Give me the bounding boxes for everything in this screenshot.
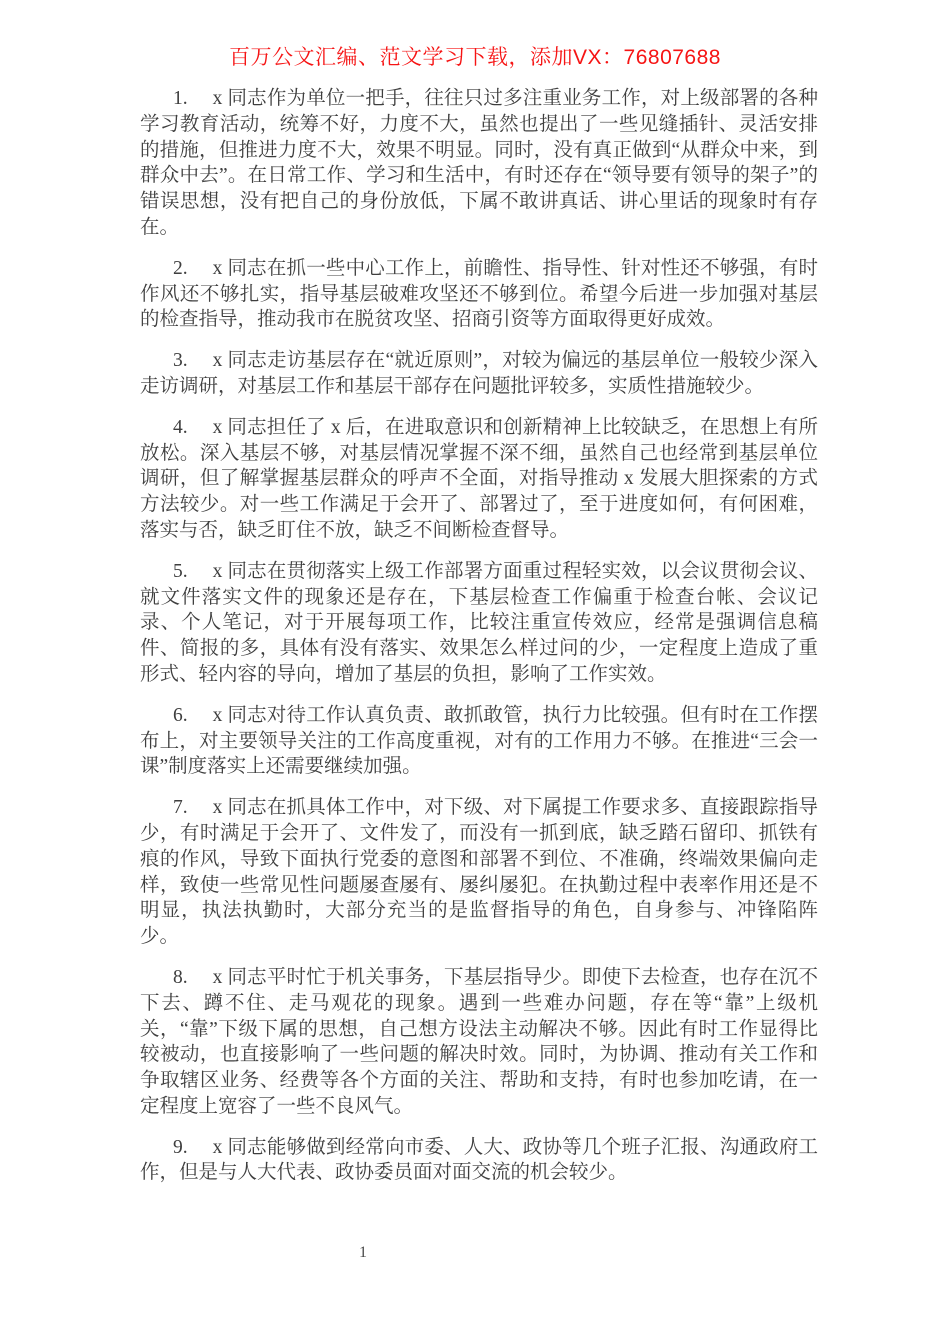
paragraph	[140, 559, 818, 688]
paragraph-number: 9.	[173, 1136, 188, 1158]
paragraph-text: x 同志作为单位一把手，往往只过多注重业务工作，对上级部署的各种学习教育活动，统筹不好，力度不大，虽然也提出了一些见缝插针、灵活安排的措施，但推进力度不大，效果不明显。同时，没有真正做到“从群众中来，到群众中去”。在日常工作、学习和生活中，有时还存在“领导要有领导的架子”的错误思想，没有把自己的身份放低，下属不敢讲真话、讲心里话的现象时有存在。	[140, 88, 818, 238]
paragraph-number: 1.	[173, 88, 188, 109]
paragraph	[140, 795, 818, 950]
paragraph-text: x 同志平时忙于机关事务，下基层指导少。即使下去检查，也存在沉不下去、蹲不住、走马观花的现象。遇到一些难办问题，存在等“靠”上级机关，“靠”下级下属的思想，自己想方设法主动解决不够。因此有时工作显得比较被动，也直接影响了一些问题的解决时效。同时，为协调、推动有关工作和争取辖区业务、经费等各个方面的关注、帮助和支持，有时也参加吃请，在一定程度上宽容了一些不良风气。	[140, 966, 818, 1117]
document-body	[140, 86, 818, 1186]
paragraph	[140, 415, 818, 544]
paragraph-text: x 同志对待工作认真负责、敢抓敢管，执行力比较强。但有时在工作摆布上，对主要领导关注的工作高度重视，对有的工作用力不够。在推进“三会一课”制度落实上还需要继续加强。	[140, 704, 818, 778]
paragraph-text: x 同志能够做到经常向市委、人大、政协等几个班子汇报、沟通政府工作，但是与人大代表、政协委员面对面交流的机会较少。	[140, 1136, 818, 1184]
paragraph	[140, 1135, 818, 1187]
paragraph-number: 6.	[173, 704, 188, 726]
paragraph-number: 2.	[173, 257, 188, 279]
paragraph-number: 4.	[173, 416, 188, 438]
paragraph-text: x 同志担任了 x 后，在进取意识和创新精神上比较缺乏，在思想上有所放松。深入基层不够，对基层情况掌握不深不细，虽然自己也经常到基层单位调研，但了解掌握基层群众的呼声不全面，对指导推动 x 发展大胆探索的方式方法较少。对一些工作满足于会开了、部署过了，至于进度如何，有何困难，落实与否，缺乏盯住不放，缺乏不间断检查督导。	[140, 416, 818, 541]
paragraph-number: 8.	[173, 966, 188, 988]
header-banner-text: 百万公文汇编、范文学习下载，添加VX：76807688	[229, 46, 721, 69]
paragraph-text: x 同志在抓具体工作中，对下级、对下属提工作要求多、直接跟踪指导少，有时满足于会开了、文件发了，而没有一抓到底，缺乏踏石留印、抓铁有痕的作风，导致下面执行党委的意图和部署不到位、不准确，终端效果偏向走样，致使一些常见性问题屡查屡有、屡纠屡犯。在执勤过程中表率作用还是不明显，执法执勤时，大部分充当的是监督指导的角色，自身参与、冲锋陷阵少。	[140, 797, 818, 948]
paragraph-text: x 同志走访基层存在“就近原则”，对较为偏远的基层单位一般较少深入走访调研，对基层工作和基层干部存在问题批评较多，实质性措施较少。	[140, 350, 818, 397]
paragraph-number: 7.	[173, 797, 188, 819]
paragraph	[140, 965, 818, 1120]
paragraph-number: 5.	[173, 560, 188, 582]
page-number: 1	[359, 1244, 367, 1261]
paragraph-text: x 同志在贯彻落实上级工作部署方面重过程轻实效，以会议贯彻会议、就文件落实文件的现象还是存在，下基层检查工作偏重于检查台帐、会议记录、个人笔记，对于开展每项工作，比较注重宣传效应，经常是强调信息稿件、简报的多，具体有没有落实、效果怎么样过问的少，一定程度上造成了重形式、轻内容的导向，增加了基层的负担，影响了工作实效。	[140, 560, 818, 685]
paragraph-text: x 同志在抓一些中心工作上，前瞻性、指导性、针对性还不够强，有时作风还不够扎实，指导基层破难攻坚还不够到位。希望今后进一步加强对基层的检查指导，推动我市在脱贫攻坚、招商引资等方面取得更好成效。	[140, 257, 818, 331]
paragraph	[140, 348, 818, 400]
paragraph	[140, 703, 818, 780]
paragraph-number: 3.	[173, 350, 188, 372]
paragraph	[140, 86, 818, 241]
paragraph	[140, 256, 818, 333]
